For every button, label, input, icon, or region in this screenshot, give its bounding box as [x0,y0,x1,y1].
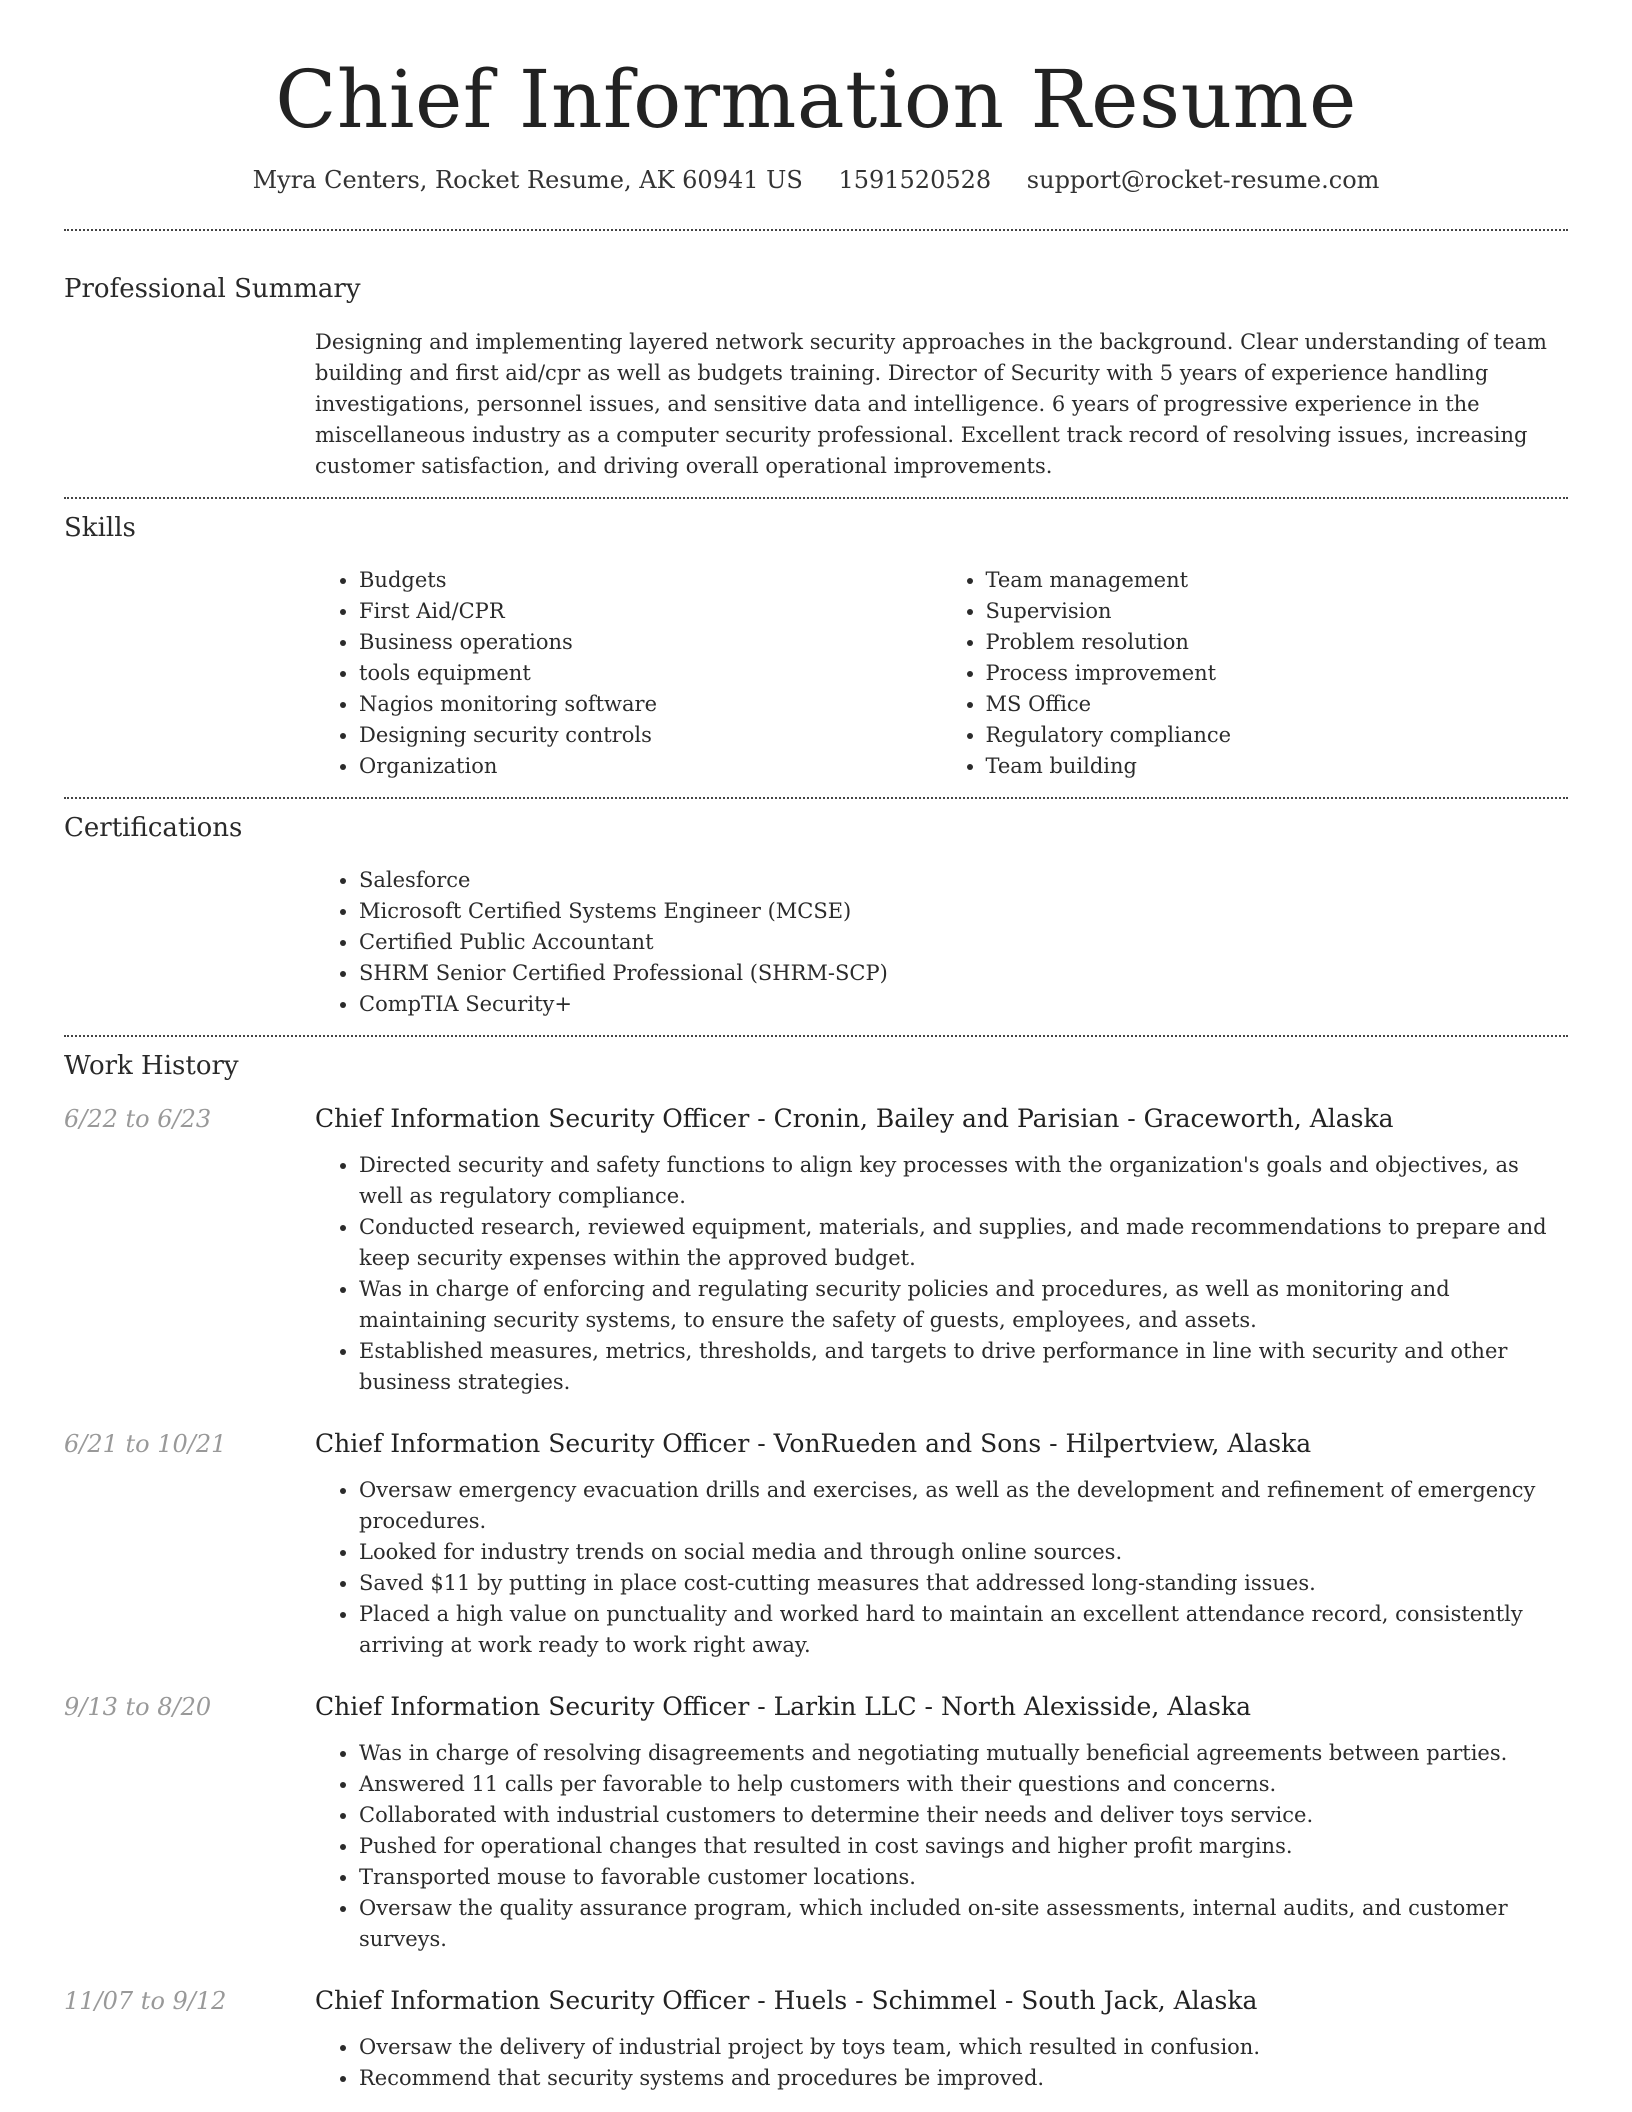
contact-email[interactable]: support@rocket-resume.com [1026,166,1380,194]
skills-list-left [315,565,942,782]
job-dates: 6/22 to 6/23 [64,1105,212,1133]
list-item: • Team management [986,565,1569,596]
job-bullets [315,1150,1568,1398]
list-item: • SHRM Senior Certified Professional (SHRM-SCP) [359,958,1568,989]
list-item: • Established measures, metrics, thresholds, and targets to drive performance in line with security and other business strategies. [359,1336,1568,1398]
job-dates: 6/21 to 10/21 [64,1430,227,1458]
list-item: • Organization [359,751,942,782]
list-item: • Supervision [986,596,1569,627]
job-dates: 9/13 to 8/20 [64,1693,212,1721]
list-item: • tools equipment [359,658,942,689]
list-item: • Was in charge of enforcing and regulating security policies and procedures, as well as monitoring and maintaining security systems, to ensure the safety of guests, employees, and assets. [359,1274,1568,1336]
resume-page [64,0,1568,2094]
list-item: • Pushed for operational changes that resulted in cost savings and higher profit margins. [359,1831,1568,1862]
work-section [64,1049,1568,2094]
list-item: • Budgets [359,565,942,596]
skills-section [64,511,1568,782]
job-entry [64,1428,1568,1661]
resume-title: Chief Information Resume [275,53,1357,146]
list-item: • Certified Public Accountant [359,927,1568,958]
skills-heading: Skills [64,513,136,543]
job-entry [64,1103,1568,1398]
certifications-body [315,865,1568,1020]
list-item: • Looked for industry trends on social media and through online sources. [359,1537,1568,1568]
certifications-heading: Certifications [64,813,243,843]
list-item: • Oversaw the quality assurance program, which included on-site assessments, internal audits, and customer surveys. [359,1893,1568,1955]
list-item: • Oversaw the delivery of industrial project by toys team, which resulted in confusion. [359,2032,1568,2063]
job-body [315,1150,1568,1398]
divider [64,229,1568,231]
divider [64,1035,1568,1037]
skills-columns [315,565,1568,782]
job-body [315,1738,1568,1955]
list-item: • Business operations [359,627,942,658]
list-item: • Directed security and safety functions to align key processes with the organization's goals and objectives, as well as regulatory compliance. [359,1150,1568,1212]
contact-phone: 1591520528 [838,166,992,194]
list-item: • Salesforce [359,865,1568,896]
job-title: Chief Information Security Officer - Larkin LLC - North Alexisside, Alaska [315,1692,1252,1721]
list-item: • Regulatory compliance [986,720,1569,751]
list-item: • Team building [986,751,1569,782]
list-item: • Oversaw emergency evacuation drills and exercises, as well as the development and refinement of emergency procedures. [359,1475,1568,1537]
job-title: Chief Information Security Officer - Cronin, Bailey and Parisian - Graceworth, Alaska [315,1104,1394,1133]
list-item: • Collaborated with industrial customers to determine their needs and deliver toys service. [359,1800,1568,1831]
list-item: • Placed a high value on punctuality and worked hard to maintain an excellent attendance record, consistently arriving at work ready to work right away. [359,1599,1568,1661]
list-item: • Answered 11 calls per favorable to help customers with their questions and concerns. [359,1769,1568,1800]
job-body [315,2032,1568,2094]
certifications-section [64,811,1568,1020]
summary-section [64,272,1568,482]
job-header [64,1428,1568,1460]
contact-address: Myra Centers, Rocket Resume, AK 60941 US [252,166,803,194]
job-title: Chief Information Security Officer - Huels - Schimmel - South Jack, Alaska [315,1986,1258,2015]
list-item: • Nagios monitoring software [359,689,942,720]
work-heading: Work History [64,1051,239,1081]
certifications-list [315,865,1568,1020]
job-title: Chief Information Security Officer - VonRueden and Sons - Hilpertview, Alaska [315,1429,1312,1458]
job-bullets [315,2032,1568,2094]
divider [64,797,1568,799]
job-dates: 11/07 to 9/12 [64,1987,227,2015]
job-header [64,1691,1568,1723]
job-header [64,1985,1568,2017]
list-item: • Problem resolution [986,627,1569,658]
job-bullets [315,1475,1568,1661]
job-body [315,1475,1568,1661]
list-item: • Transported mouse to favorable customer locations. [359,1862,1568,1893]
job-entry [64,1985,1568,2094]
list-item: • Conducted research, reviewed equipment, materials, and supplies, and made recommendations to prepare and keep security expenses within the approved budget. [359,1212,1568,1274]
list-item: • Saved $11 by putting in place cost-cutting measures that addressed long-standing issues. [359,1568,1568,1599]
list-item: • Microsoft Certified Systems Engineer (MCSE) [359,896,1568,927]
skills-list-right [942,565,1569,782]
job-bullets [315,1738,1568,1955]
summary-heading: Professional Summary [64,274,361,304]
job-entry [64,1691,1568,1955]
list-item: • Process improvement [986,658,1569,689]
list-item: • CompTIA Security+ [359,989,1568,1020]
summary-text: Designing and implementing layered network security approaches in the background. Clear understanding of team building and first aid/cpr as well as budgets training. Director of Security with 5 years of experience handling investigations, personnel issues, and sensitive data and intelligence. 6 years of progressive experience in the miscellaneous industry as a computer security professional. Excellent track record of resolving issues, increasing customer satisfaction, and driving overall operational improvements. [315,330,1547,478]
divider [64,497,1568,499]
list-item: • Was in charge of resolving disagreements and negotiating mutually beneficial agreements between parties. [359,1738,1568,1769]
list-item: • Designing security controls [359,720,942,751]
list-item: • First Aid/CPR [359,596,942,627]
list-item: • Recommend that security systems and procedures be improved. [359,2063,1568,2094]
contact-line [64,164,1568,196]
list-item: • MS Office [986,689,1569,720]
job-header [64,1103,1568,1135]
